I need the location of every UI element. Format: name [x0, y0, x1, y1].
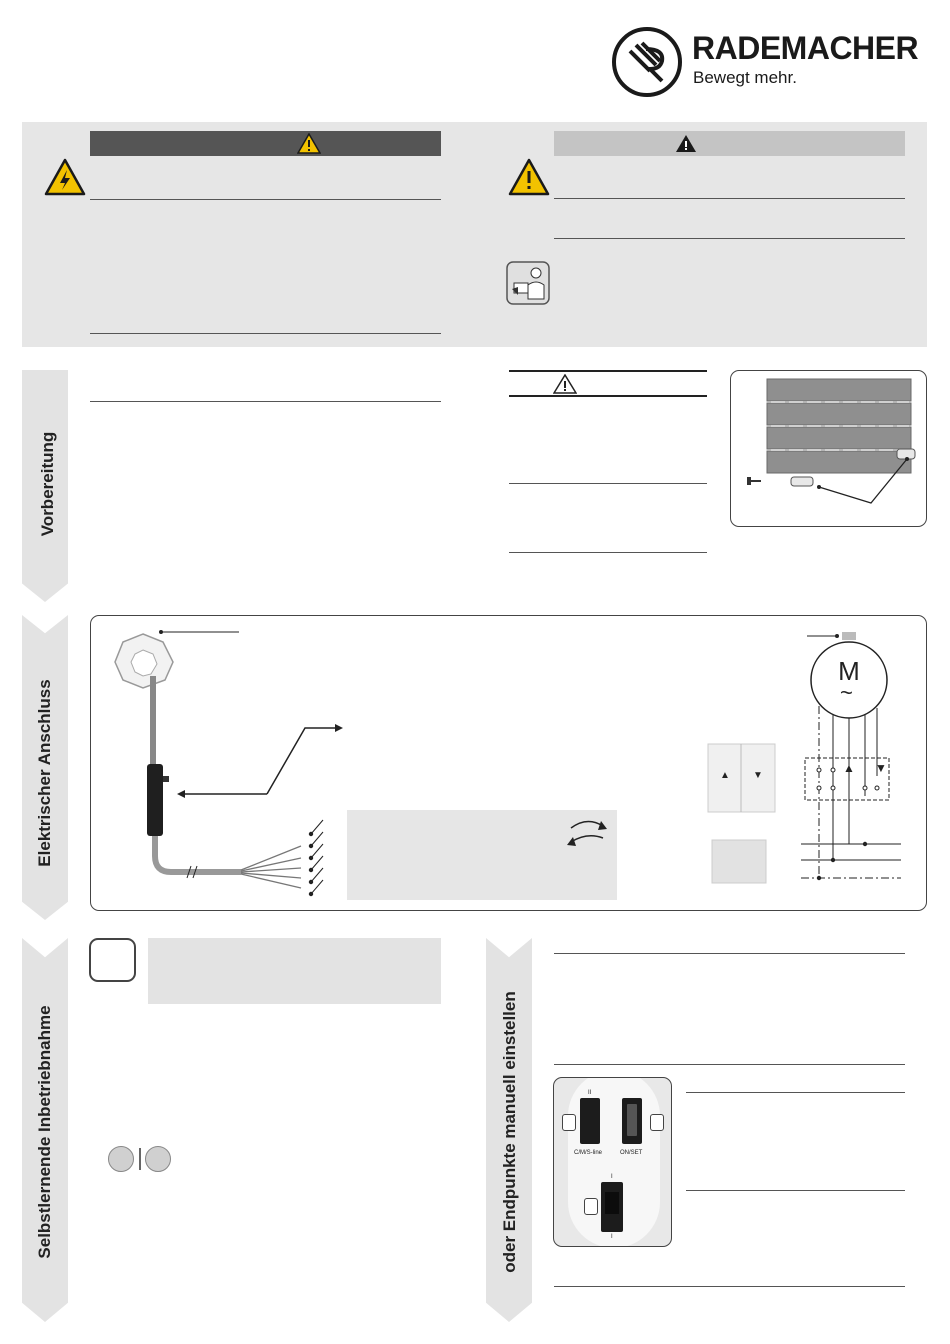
switch-up-arrow[interactable]: ▲ [720, 770, 730, 781]
label-i: I [611, 1174, 613, 1180]
callout-box-right [650, 1114, 664, 1131]
caution-bottom-line [509, 395, 707, 397]
label-i-bottom: I [611, 1234, 613, 1240]
caution-top-line [509, 370, 707, 372]
section-title-manual: oder Endpunkte manuell einstellen [500, 991, 519, 1273]
dip-switch-direction[interactable] [601, 1182, 623, 1232]
motor-symbol: M [838, 656, 860, 686]
led-indicator-left [108, 1146, 134, 1172]
divider [554, 1286, 905, 1287]
shutter-illustration [730, 370, 927, 527]
warning-triangle-icon [297, 133, 321, 154]
circuit-down-arrow: ▼ [875, 761, 887, 775]
general-warning-icon [508, 158, 550, 196]
button-on-set[interactable] [622, 1098, 642, 1144]
divider [90, 199, 441, 200]
step-info-box [148, 938, 441, 1004]
brand-name: RADEMACHER [692, 30, 919, 66]
wiring-diagram-panel [90, 615, 927, 911]
divider [554, 1064, 905, 1065]
section-title-self-learning: Selbstlernende Inbetriebnahme [35, 1005, 54, 1259]
switch-down-arrow[interactable]: ▼ [753, 770, 763, 781]
warning-header-bar [554, 131, 905, 156]
led-indicator-right [145, 1146, 171, 1172]
brand-tagline: Bewegt mehr. [693, 68, 797, 87]
section-title-electrical: Elektrischer Anschluss [35, 679, 54, 867]
callout-box-left [562, 1114, 576, 1131]
danger-header-bar [90, 131, 441, 156]
led-separator [139, 1148, 141, 1170]
electric-hazard-icon [44, 158, 86, 196]
warning-triangle-icon [675, 134, 697, 153]
label-cms-line: C/M/S-line [574, 1150, 603, 1156]
divider [90, 401, 441, 402]
step-number-box [89, 938, 136, 982]
brand-logo-mark [612, 27, 682, 97]
motor-control-panel-photo [553, 1077, 672, 1247]
dip-switch-cms[interactable] [580, 1098, 600, 1144]
divider [686, 1092, 905, 1093]
circuit-up-arrow: ▲ [843, 761, 855, 775]
divider [554, 953, 905, 954]
divider [90, 333, 441, 334]
read-manual-icon [506, 261, 550, 305]
caution-triangle-icon [553, 374, 577, 394]
divider [554, 238, 905, 239]
label-ii: II [588, 1090, 592, 1096]
label-on-set: ON/SET [620, 1150, 643, 1156]
roller-shutter-drawing [731, 371, 926, 526]
divider [554, 198, 905, 199]
wiring-diagram [91, 616, 926, 910]
divider [509, 552, 707, 553]
motor-wave-symbol: ~ [840, 680, 853, 705]
divider [509, 483, 707, 484]
section-title-preparation: Vorbereitung [38, 431, 57, 537]
divider [686, 1190, 905, 1191]
rademacher-logo-icon [616, 31, 678, 93]
callout-box-bottom [584, 1198, 598, 1215]
